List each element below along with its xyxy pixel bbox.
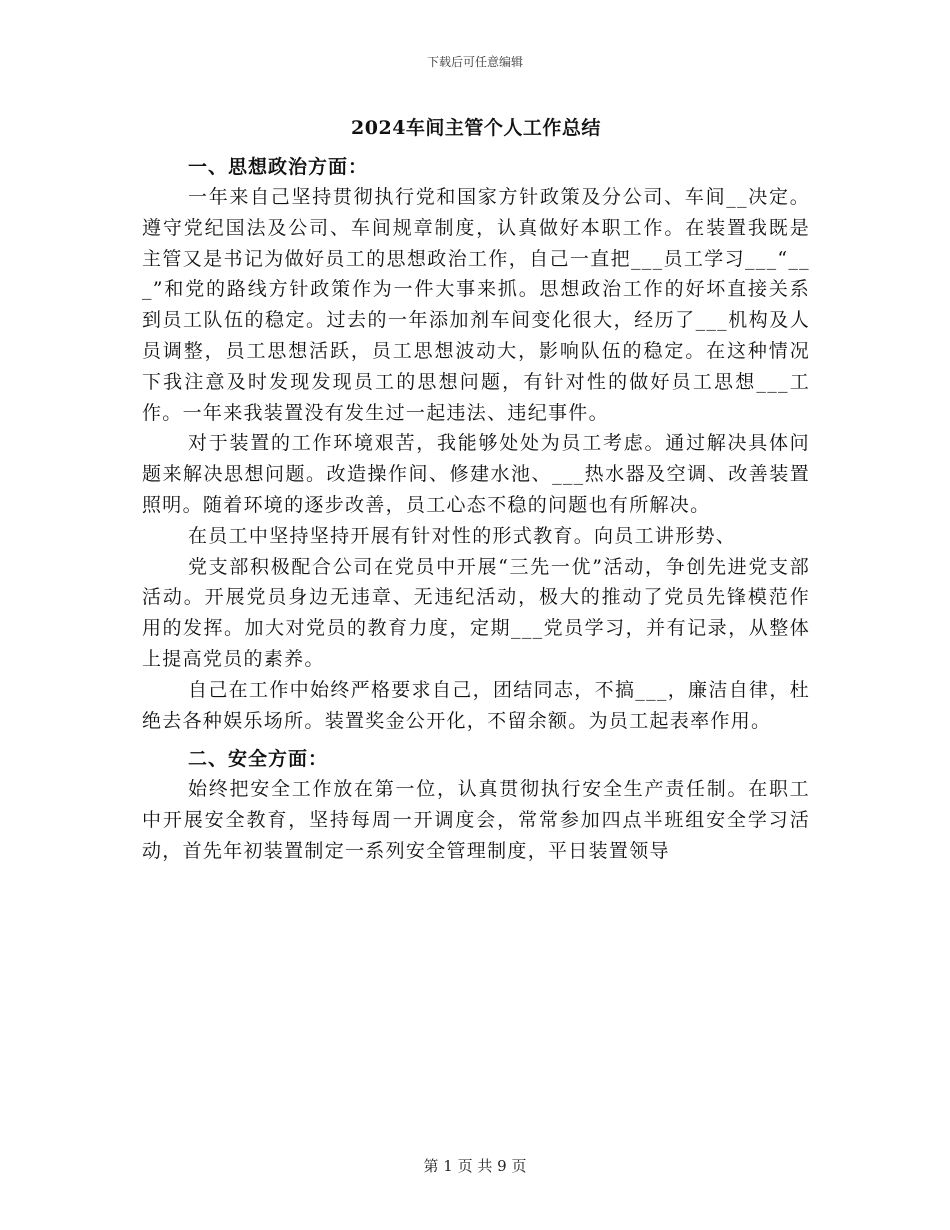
document-body [142, 106, 810, 867]
section-heading-ideology: 一、思想政治方面： [188, 156, 369, 178]
page-number: 第 1 页 共 9 页 [423, 1157, 527, 1175]
paragraph: 始终把安全工作放在第一位，认真贯彻执行安全生产责任制。在职工中开展安全教育，坚持每周一开调度会，常常参加四点半班组安全学习活动，首先年初装置制定一系列安全管理制度，平日装置领导 [142, 778, 810, 862]
paragraph: 自己在工作中始终严格要求自己，团结同志，不搞___，廉洁自律，杜绝去各种娱乐场所。装置奖金公开化，不留余额。为员工起表率作用。 [142, 678, 810, 732]
section-heading-safety: 二、安全方面： [188, 748, 329, 771]
paragraph: 对于装置的工作环境艰苦，我能够处处为员工考虑。通过解决具体问题来解决思想问题。改造操作间、修建水池、___热水器及空调、改善装置照明。随着环境的逐步改善，员工心态不稳的问题也有所解决。 [142, 432, 810, 516]
page-header: 下载后可任意编辑 [426, 55, 523, 69]
paragraph: 党支部积极配合公司在党员中开展“三先一优”活动，争创先进党支部活动。开展党员身边无违章、无违纪活动，极大的推动了党员先锋模范作用的发挥。加大对党员的教育力度，定期___党员学习，并有记录，从整体上提高党员的素养。 [142, 555, 810, 670]
paragraph: 在员工中坚持坚持开展有针对性的形式教育。向员工讲形势、 [188, 524, 737, 547]
paragraph: 一年来自己坚持贯彻执行党和国家方针政策及分公司、车间__决定。遵守党纪国法及公司、车间规章制度，认真做好本职工作。在装置我既是主管又是书记为做好员工的思想政治工作，自己一直把___员工学习___“___”和党的路线方针政策作为一件大事来抓。思想政治工作的好坏直接关系到员工队伍的稳定。过去的一年添加剂车间变化很大，经历了___机构及人员调整，员工思想活跃，员工思想波动大，影响队伍的稳定。在这种情况下我注意及时发现发现员工的思想问题，有针对性的做好员工思想___工作。一年来我装置没有发生过一起违法、违纪事件。 [142, 186, 810, 424]
document-title: 2024车间主管个人工作总结 [351, 117, 601, 139]
